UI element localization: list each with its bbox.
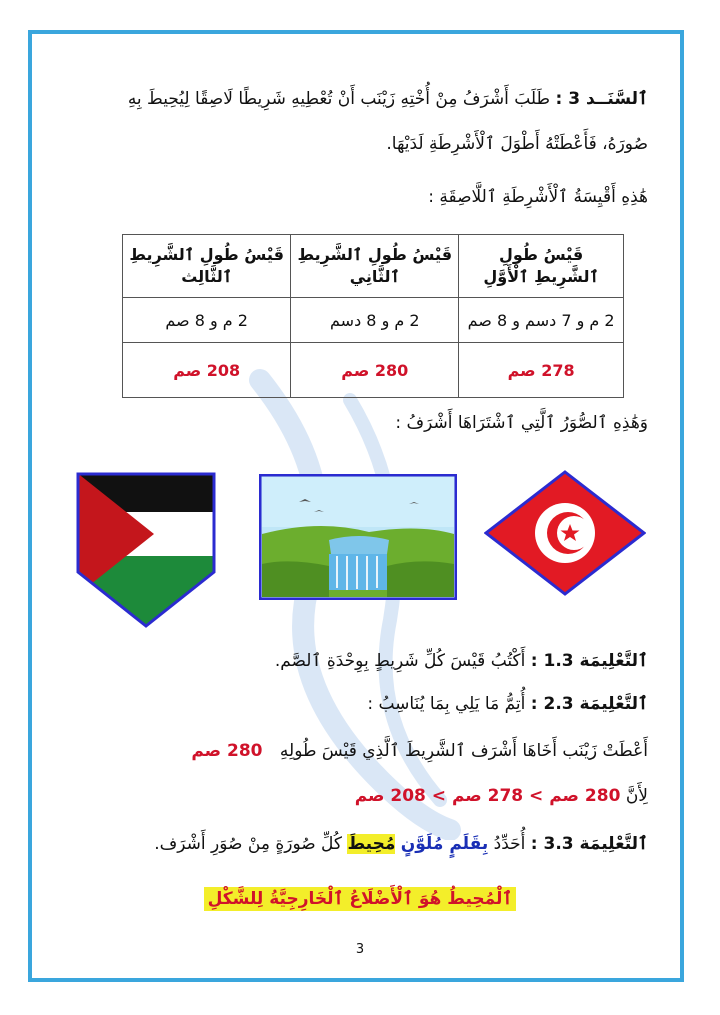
perimeter-keyword: مُحِيطَ: [347, 834, 396, 854]
table-cell: 2 م و 8 صم: [123, 298, 291, 343]
sentence-answer: 280 صم: [191, 741, 263, 761]
tunisia-flag-image: [484, 470, 646, 596]
instruction-1-text: أَكْتُبُ قَيْسَ كُلِّ شَرِيطٍ بِوِحْدَةِ ٱلصَّم.: [274, 651, 526, 671]
instruction-2: [72, 693, 648, 714]
table-answer-cell: 208 صم: [123, 343, 291, 398]
table-cell: 2 م و 7 دسم و 8 صم: [459, 298, 624, 343]
table-header: قَيْسُ طُولِ ٱلشَّرِيطِ ٱلثَّانِي: [291, 235, 459, 298]
instruction-3-pre: أُحَدِّدُ: [493, 834, 526, 854]
table-header: قَيْسُ طُولِ ٱلشَّرِيطِ ٱلثَّالِث: [123, 235, 291, 298]
colored-pen-text: بِقَلَمٍ مُلَوَّنٍ: [400, 834, 489, 854]
waterfall-image: [259, 474, 457, 600]
reason-comparison: 280 صم > 278 صم > 208 صم: [354, 786, 621, 806]
table-row: [123, 298, 624, 343]
reason-prefix: لِأَنَّ: [625, 786, 648, 806]
situation-label: ٱلسَّنَــد 3 :: [555, 89, 648, 109]
palestine-flag-image: [76, 472, 216, 628]
images-intro: وَهَٰذِهِ ٱلصُّوَرُ ٱلَّتِي ٱشْتَرَاهَا أَشْرَفُ :: [395, 413, 648, 433]
table-cell: 2 م و 8 دسم: [291, 298, 459, 343]
table-row: [123, 343, 624, 398]
definition-row: [0, 888, 720, 909]
table-answer-cell: 280 صم: [291, 343, 459, 398]
instruction-1: [72, 650, 648, 671]
situation-line-1: [72, 88, 648, 109]
table-header: قَيْسُ طُولِ ٱلشَّرِيطِ ٱلْأَوَّلِ: [459, 235, 624, 298]
instruction-1-label: ٱلتَّعْلِيمَة 1.3 :: [530, 651, 648, 671]
instruction-3: [72, 833, 648, 854]
perimeter-definition: ٱلْمُحِيطُ هُوَ ٱلْأَضْلَاعُ ٱلْخَارِجِيَّةُ لِلشَّكْلِ: [204, 887, 517, 911]
instruction-3-post: كُلِّ صُورَةٍ مِنْ صُوَرِ أَشْرَف.: [154, 834, 343, 854]
situation-text-1: طَلَبَ أَشْرَفُ مِنْ أُخْتِهِ زَيْنَب أَنْ تُعْطِيهِ شَرِيطًا لَاصِقًا لِيُحِيطَ بِهِ: [127, 89, 551, 109]
situation-line-3: هَٰذِهِ أَقْيِسَةُ ٱلْأَشْرِطَةِ ٱللَّاصِقَةِ :: [428, 187, 648, 207]
table-answer-cell: 278 صم: [459, 343, 624, 398]
page-number: 3: [355, 942, 365, 957]
situation-line-2: صُورَهُ، فَأَعْطَتْهُ أَطْوَلَ ٱلْأَشْرِطَةِ لَدَيْهَا.: [386, 134, 648, 154]
instruction-3-label: ٱلتَّعْلِيمَة 3.3 :: [530, 834, 648, 854]
sentence-text: أَعْطَتْ زَيْنَب أَخَاهَا أَشْرَف ٱلشَّرِيطَ ٱلَّذِي قَيْسَ طُولِهِ: [279, 741, 648, 761]
instruction-2-label: ٱلتَّعْلِيمَة 2.3 :: [530, 694, 648, 714]
instruction-2-text: أُتِمُّ مَا يَلِي بِمَا يُنَاسِبُ :: [367, 694, 526, 714]
instruction-2-sentence: [72, 740, 648, 761]
instruction-2-reason: [72, 786, 648, 806]
table-header-row: [123, 235, 624, 298]
measures-table: [122, 234, 624, 398]
